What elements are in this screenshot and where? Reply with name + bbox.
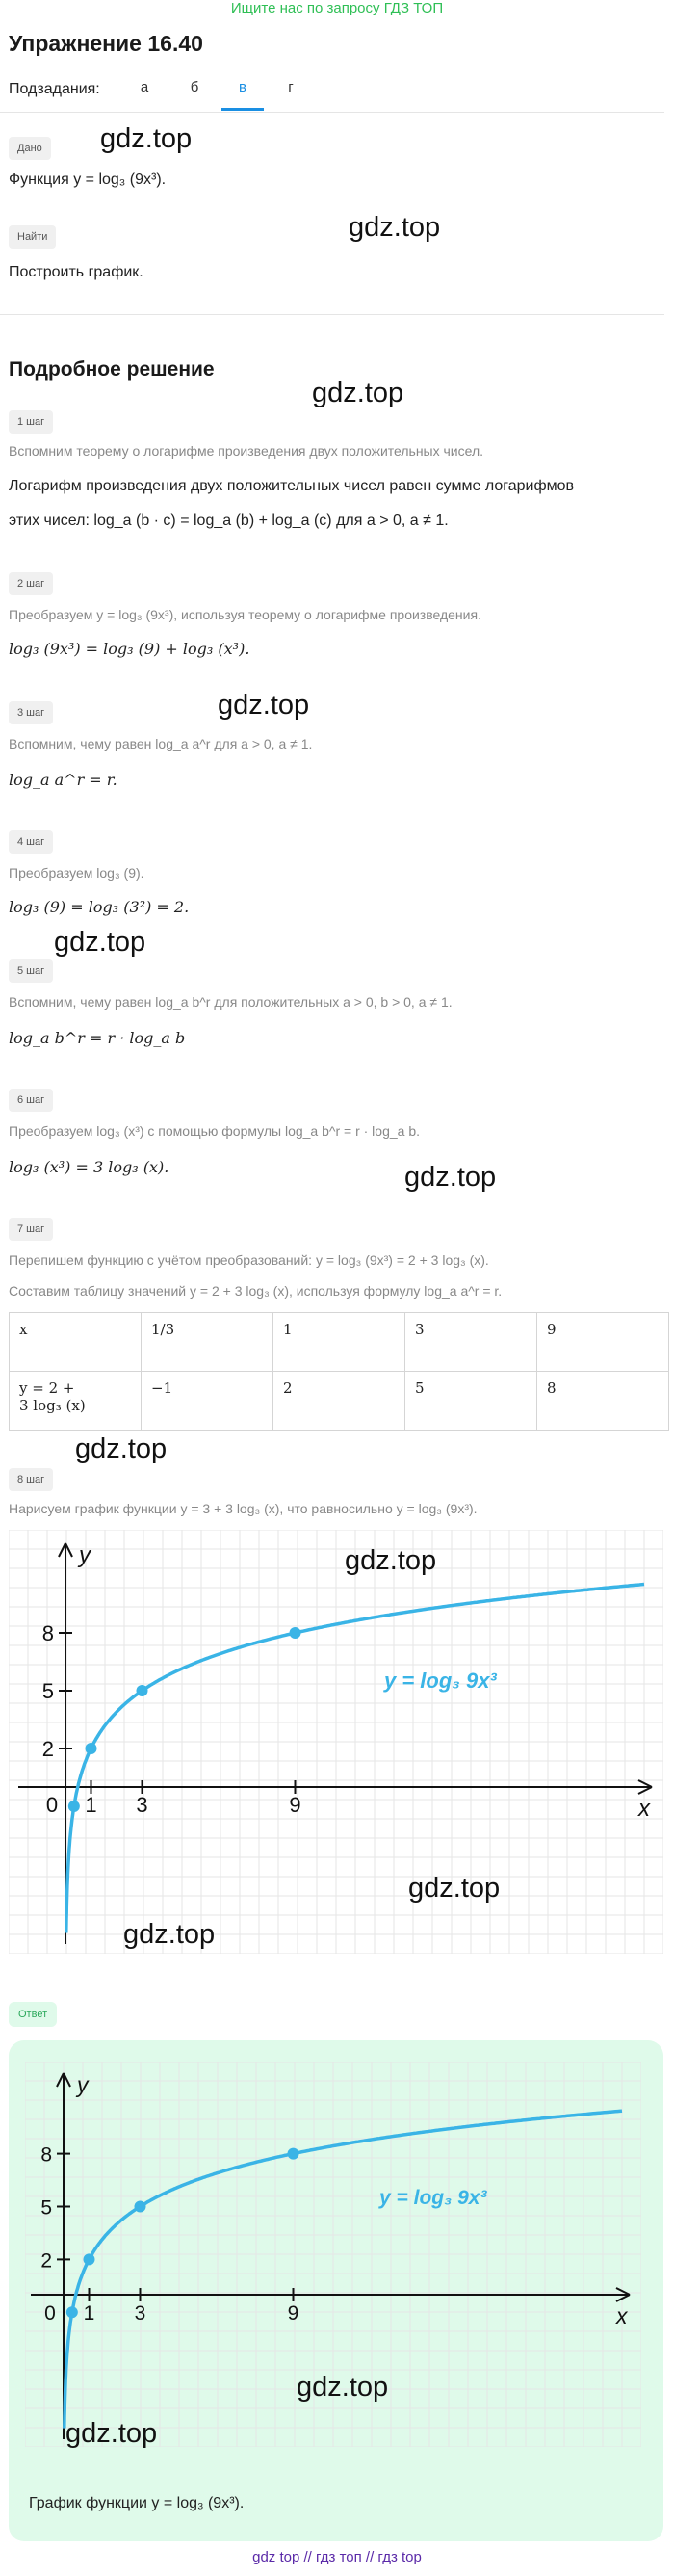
answer-text: График функции y = log₃ (9x³). [29, 2495, 245, 2511]
step-hint: Вспомним, чему равен log_a b^r для положительных a > 0, b > 0, a ≠ 1. [9, 994, 453, 1010]
step-tag: 5 шаг [9, 959, 53, 983]
step-text: этих чисел: log_a (b · c) = log_a (b) + log_a (c) для a > 0, a ≠ 1. [9, 513, 449, 529]
graph-point [86, 1743, 97, 1754]
given-tag: Дано [9, 137, 51, 160]
answer-tag: Ответ [9, 2002, 57, 2027]
x-tick-label: 3 [134, 2302, 146, 2325]
top-banner[interactable]: Ищите нас по запросу ГДЗ ТОП [230, 0, 444, 16]
table-cell: −1 [142, 1372, 273, 1431]
table-cell: 5 [405, 1372, 537, 1431]
table-row [10, 1313, 669, 1372]
tab-v[interactable]: в [239, 79, 246, 95]
divider [0, 112, 664, 113]
step-hint: Преобразуем log₃ (x³) с помощью формулы log_a b^r = r · log_a b. [9, 1123, 421, 1139]
table-row [10, 1372, 669, 1431]
y-axis-label: y [79, 1542, 91, 1568]
step-formula: log₃ (9x³) = log₃ (9) + log₃ (x³). [9, 640, 250, 658]
table-cell: x [10, 1313, 142, 1372]
step-tag: 1 шаг [9, 410, 53, 434]
step-hint: Нарисуем график функции y = 3 + 3 log₃ (x), что равносильно y = log₃ (9x³). [9, 1501, 478, 1516]
graph-point [290, 1627, 301, 1639]
step-hint: Вспомним, чему равен log_a a^r для a > 0, a ≠ 1. [9, 736, 313, 751]
step-text: Логарифм произведения двух положительных чисел равен сумме логарифмов [9, 478, 575, 494]
watermark: gdz.top [123, 1919, 216, 1950]
curve-label: y = log₃ 9x³ [384, 1669, 497, 1693]
step-formula: log_a b^r = r · log_a b [9, 1029, 186, 1047]
watermark: gdz.top [404, 1162, 497, 1193]
watermark: gdz.top [312, 378, 404, 408]
find-text: Построить график. [9, 264, 143, 280]
step-tag: 3 шаг [9, 701, 53, 724]
subtasks-label: Подзадания: [9, 81, 100, 97]
step-hint: Преобразуем y = log₃ (9x³), используя теорему о логарифме произведения. [9, 607, 481, 622]
table-cell: 3 [405, 1313, 537, 1372]
watermark: gdz.top [349, 212, 441, 243]
step-tag: 4 шаг [9, 830, 53, 854]
y-tick-label: 8 [40, 2143, 52, 2167]
curve-label: y = log₃ 9x³ [379, 2187, 487, 2209]
y-tick-label: 5 [40, 2196, 52, 2220]
table-head-line: 3 log₃ (x) [19, 1397, 86, 1414]
step-tag: 6 шаг [9, 1089, 53, 1112]
watermark: gdz.top [54, 927, 146, 958]
x-tick-label: 0 [44, 2302, 56, 2325]
y-tick-label: 2 [40, 2249, 52, 2273]
active-tab-underline [221, 108, 264, 111]
step-tag: 7 шаг [9, 1218, 53, 1241]
watermark: gdz.top [100, 123, 193, 154]
page-title: Упражнение 16.40 [9, 31, 203, 56]
step-hint: Вспомним теорему о логарифме произведения двух положительных чисел. [9, 443, 484, 459]
step-formula: log₃ (9) = log₃ (3²) = 2. [9, 898, 190, 916]
watermark: gdz.top [408, 1873, 501, 1904]
x-tick-label: 1 [85, 1793, 97, 1817]
watermark: gdz.top [345, 1545, 437, 1576]
x-tick-label: 9 [289, 1793, 301, 1817]
table-cell [10, 1372, 142, 1431]
step-hint: Составим таблицу значений y = 2 + 3 log₃ (x), используя формулу log_a a^r = r. [9, 1283, 503, 1299]
x-axis-label: x [638, 1796, 650, 1822]
find-tag: Найти [9, 225, 56, 249]
graph-point [84, 2253, 95, 2265]
step-tag: 2 шаг [9, 572, 53, 595]
tab-b[interactable]: б [190, 79, 199, 95]
table-cell: 2 [273, 1372, 405, 1431]
table-cell: 1 [273, 1313, 405, 1372]
y-tick-label: 5 [41, 1679, 54, 1703]
step-tag: 8 шаг [9, 1468, 53, 1491]
graph-point [66, 2306, 78, 2318]
values-table [9, 1312, 669, 1431]
step-hint: Перепишем функцию с учётом преобразований: y = log₃ (9x³) = 2 + 3 log₃ (x). [9, 1252, 489, 1268]
footer-links[interactable]: gdz top // гдз топ // гдз top [252, 2549, 422, 2565]
tab-a[interactable]: а [140, 79, 149, 95]
solution-title: Подробное решение [9, 358, 215, 381]
watermark: gdz.top [297, 2372, 389, 2403]
watermark: gdz.top [75, 1433, 168, 1464]
watermark: gdz.top [65, 2418, 158, 2449]
step-formula: log_a a^r = r. [9, 771, 117, 789]
step-hint: Преобразуем log₃ (9). [9, 865, 144, 881]
table-cell: 9 [537, 1313, 669, 1372]
x-tick-label: 9 [287, 2302, 299, 2325]
table-head-line: y = 2 + [19, 1380, 75, 1397]
graph-point [288, 2148, 299, 2160]
graph-point [137, 1685, 148, 1696]
divider [0, 314, 664, 315]
graph-point [68, 1801, 80, 1812]
x-axis-label: x [616, 2303, 628, 2328]
watermark: gdz.top [218, 690, 310, 721]
function-graph [9, 1530, 663, 1954]
x-tick-label: 0 [45, 1793, 59, 1817]
tab-g[interactable]: г [288, 79, 294, 95]
graph-point [135, 2201, 146, 2213]
table-cell: 1/3 [142, 1313, 273, 1372]
y-tick-label: 2 [41, 1737, 54, 1761]
step-formula: log₃ (x³) = 3 log₃ (x). [9, 1158, 169, 1176]
y-axis-label: y [77, 2072, 89, 2097]
table-cell: 8 [537, 1372, 669, 1431]
x-tick-label: 3 [136, 1793, 148, 1817]
given-text: Функция y = log₃ (9x³). [9, 171, 167, 188]
x-tick-label: 1 [83, 2302, 95, 2325]
y-tick-label: 8 [41, 1621, 54, 1645]
